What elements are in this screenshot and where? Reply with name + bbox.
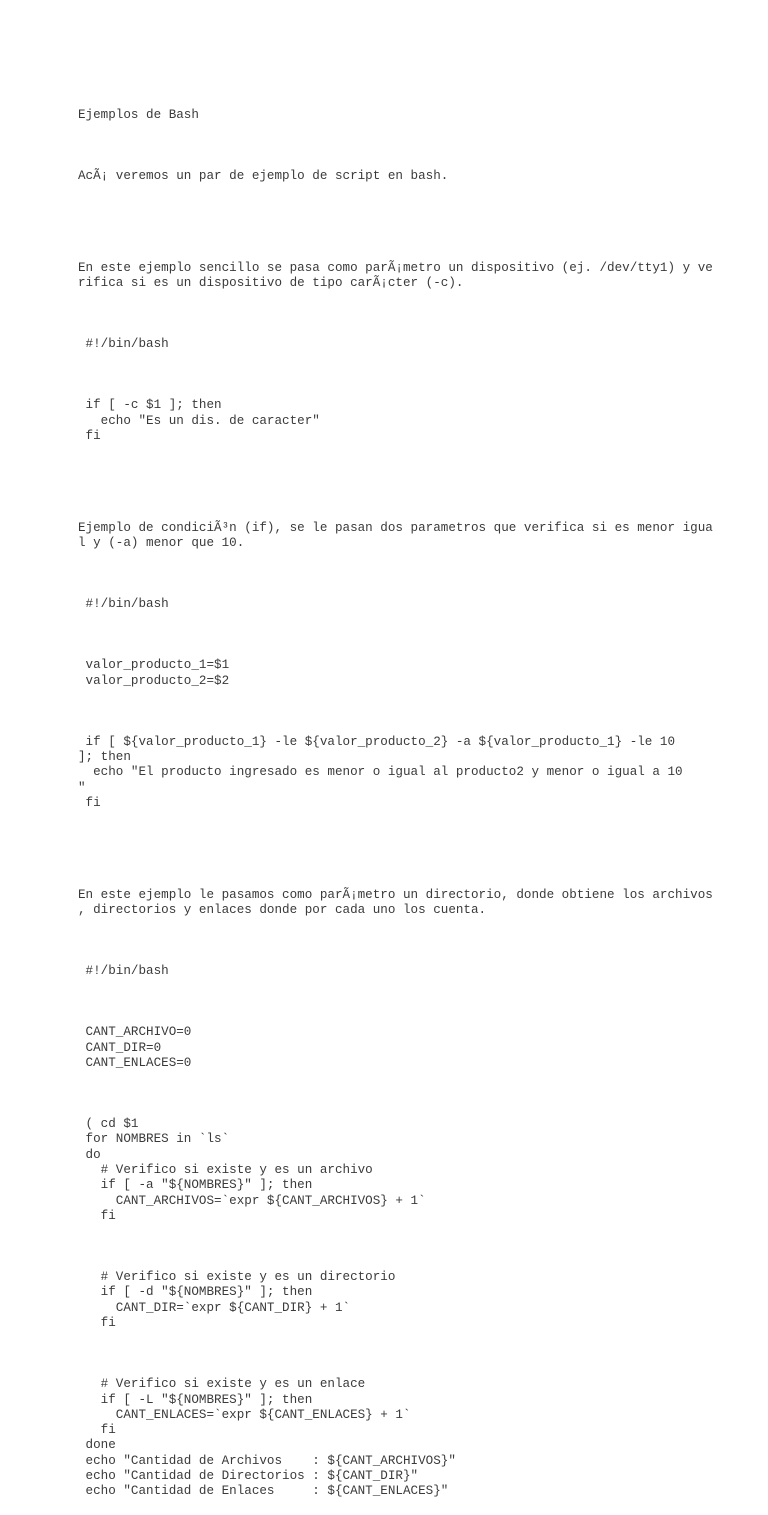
document-title: Ejemplos de Bash [78,107,199,122]
document-body [78,77,758,1515]
example-2-description: Ejemplo de condiciÃ³n (if), se le pasan dos parametros que verifica si es menor igua l y (-a) menor que 10. [78,520,713,550]
example-3-description: En este ejemplo le pasamos como parÃ¡metro un directorio, donde obtiene los archivos , directorios y enlaces donde por cada uno los cuenta. [78,887,713,918]
example-3-counters: CANT_ARCHIVO=0 CANT_DIR=0 CANT_ENLACES=0 [85,1025,192,1070]
intro-paragraph: AcÃ¡ veremos un par de ejemplo de script en bash. [78,168,449,183]
example-2-code: if [ ${valor_producto_1} -le ${valor_producto_2} -a ${valor_producto_1} -le 10 ]; then echo "El producto ingresado es menor o igual al producto2 y menor o igual a 10 " fi [78,734,683,810]
example-2-variables: valor_producto_1=$1 valor_producto_2=$2 [85,658,230,688]
example-1-description: En este ejemplo sencillo se pasa como parÃ¡metro un dispositivo (ej. /dev/tty1) y ve rifica si es un dispositivo de tipo carÃ¡cter (-c). [78,260,713,290]
example-3-loop-archivos: ( cd $1 for NOMBRES in `ls` do # Verifico si existe y es un archivo if [ -a "${NOMBRES}" ]; then CANT_ARCHIVOS=`expr ${CANT_ARCHIVOS} + 1` fi [85,1117,426,1223]
example-3-shebang: #!/bin/bash [78,964,169,979]
example-3-loop-enlaces: # Verifico si existe y es un enlace if [ -L "${NOMBRES}" ]; then CANT_ENLACES=`expr ${CANT_ENLACES} + 1` fi done echo "Cantidad de Archivos : ${CANT_ARCHIVOS}" echo "Cantidad de Directorios : ${CANT_DIR}" echo "Cantidad de Enlaces : ${CANT_ENLACES}" [85,1377,456,1499]
example-2-shebang: #!/bin/bash [78,597,169,612]
example-3-loop-directorios: # Verifico si existe y es un directorio if [ -d "${NOMBRES}" ]; then CANT_DIR=`expr ${CANT_DIR} + 1` fi [100,1270,396,1331]
example-1-shebang: #!/bin/bash [78,337,169,352]
example-1-code: if [ -c $1 ]; then echo "Es un dis. de caracter" fi [85,398,320,443]
